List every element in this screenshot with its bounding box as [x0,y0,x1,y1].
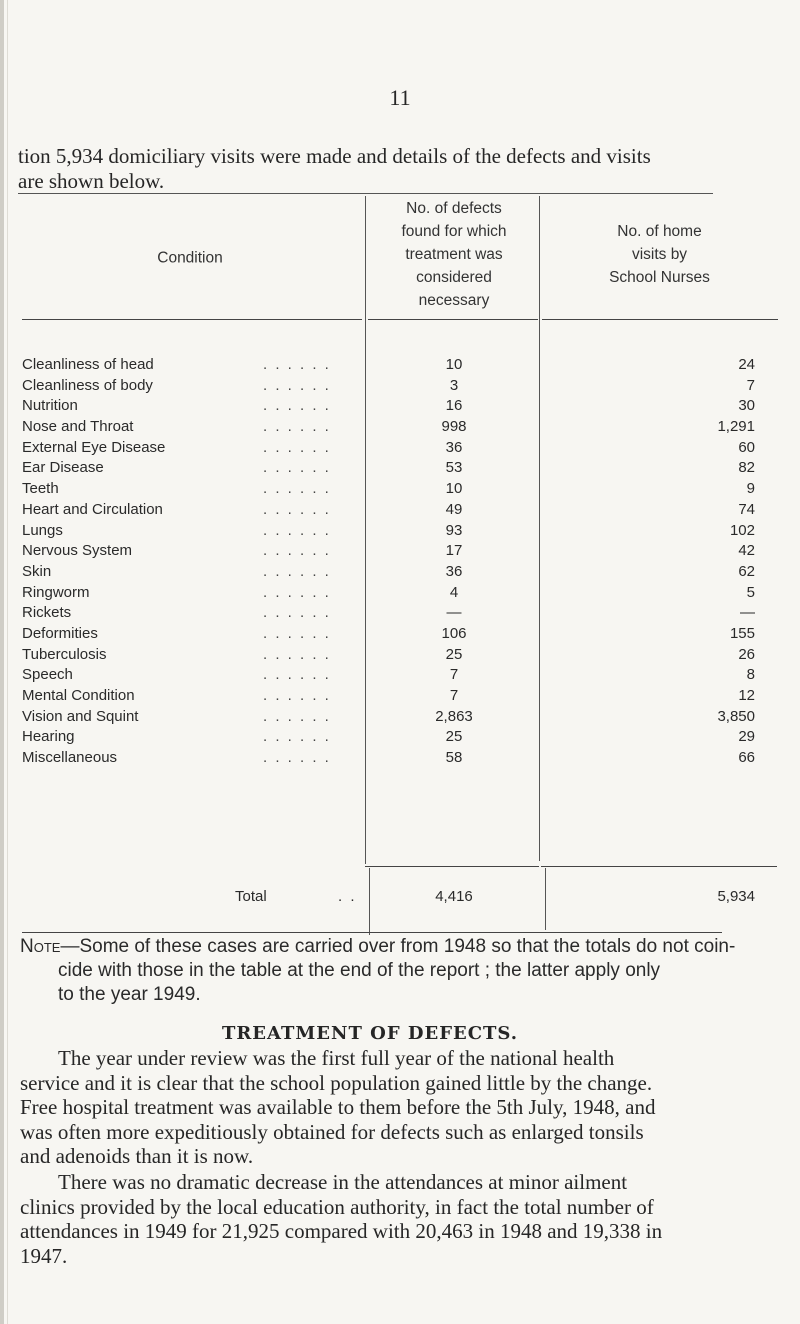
table-row [0,377,800,398]
row-dots: . . . . . . [263,418,331,436]
header-visits [542,220,777,289]
row-visits: 82 [738,459,755,477]
row-visits: 7 [746,376,755,394]
total-defects: 4,416 [435,888,473,905]
row-dots: . . . . . . [263,583,331,601]
row-visits: 5 [746,583,755,601]
row-dots: . . . . . . [263,438,331,456]
row-defects: 25 [445,728,463,746]
row-condition: Miscellaneous [22,749,118,767]
table-row [0,418,800,439]
para1-line: was often more expeditiously obtained for defects such as enlarged tonsils [20,1119,644,1144]
row-condition: Nose and Throat [22,418,134,436]
row-condition: Heart and Circulation [22,500,163,518]
row-dots: . . . . . . [263,728,331,746]
row-visits: 12 [738,687,755,704]
row-dots: . . . . . . [263,562,331,580]
table-row [0,604,800,625]
header-visits-line: No. of home [617,223,702,240]
row-condition: Speech [22,666,73,684]
total-label: Total [235,888,267,905]
row-visits: 30 [738,397,755,415]
total-dots: . . [338,888,357,905]
row-condition: Cleanliness of head [22,356,154,373]
para2-line: clinics provided by the local education authority, in fact the total number of [20,1194,654,1219]
intro-line-1: tion 5,934 domiciliary visits were made and details of the defects and visits [18,144,651,168]
header-defects [368,197,540,312]
note-line-1 [20,935,790,959]
table-row [0,563,800,584]
para1-line: The year under review was the first full year of the national health [58,1046,615,1070]
row-condition: Ringworm [22,583,90,601]
table-row [0,687,800,708]
row-condition: Deformities [22,624,98,642]
table-row [0,501,800,522]
row-dots: . . . . . . [263,459,331,477]
row-condition: Teeth [22,480,59,498]
row-defects: 58 [445,749,463,767]
table-row [0,646,800,667]
total-visits: 5,934 [717,888,755,905]
table-row [0,542,800,563]
row-condition: Rickets [22,604,72,622]
row-visits: 102 [729,521,755,539]
note-line-2: cide with those in the table at the end of the report ; the latter apply only [58,960,661,981]
para1-line: and adenoids than it is now. [20,1144,254,1168]
row-defects: 106 [441,624,467,642]
paragraph-1 [20,1046,790,1169]
row-dots: . . . . . . [263,707,331,725]
table-row [0,584,800,605]
header-rule-left [22,319,362,320]
para1-line: service and it is clear that the school population gained little by the change. [20,1070,653,1095]
row-defects: 7 [449,666,459,684]
row-defects: 93 [445,521,463,539]
row-visits: 155 [729,624,755,642]
row-visits: 9 [746,480,755,498]
row-dots: . . . . . . [263,521,331,539]
header-defects-line: treatment was [405,246,503,263]
row-visits: — [740,604,755,622]
table-row [0,625,800,646]
row-condition: Skin [22,562,52,580]
table-row [0,356,800,377]
row-defects: 49 [445,500,463,518]
header-visits-line: School Nurses [609,269,710,286]
row-defects: 16 [445,397,463,415]
table-row [0,666,800,687]
row-defects: 10 [445,480,463,498]
row-condition: Mental Condition [22,687,135,704]
intro-underline [18,193,713,194]
note-text-1: —Some of these cases are carried over from 1948 so that the totals do not coin- [60,936,736,957]
row-condition: External Eye Disease [22,438,166,456]
intro-text [18,144,788,194]
para1-line: Free hospital treatment was available to them before the 5th July, 1948, and [20,1095,656,1119]
table-row [0,728,800,749]
row-defects: 10 [445,356,463,373]
table-row [0,480,800,501]
row-visits: 66 [738,749,755,767]
table-row [0,459,800,480]
table-row [0,749,800,770]
row-defects: 4 [449,583,459,601]
row-defects: 36 [445,438,463,456]
row-defects: 2,863 [435,707,473,725]
total-rule-right [541,866,777,867]
row-visits: 62 [738,562,755,580]
row-visits: 60 [738,438,755,456]
table-bottom-rule [22,932,722,933]
row-defects: 36 [445,562,463,580]
row-dots: . . . . . . [263,666,331,684]
header-defects-line: No. of defects [406,200,502,217]
page-number: 11 [389,85,411,110]
row-visits: 42 [738,542,755,560]
table-row [0,397,800,418]
row-visits: 74 [738,500,755,518]
table-body [0,356,800,770]
row-dots: . . . . . . [263,687,331,704]
header-visits-line: visits by [631,246,688,263]
row-defects: 53 [445,459,463,477]
para2-line: attendances in 1949 for 21,925 compared with 20,463 in 1948 and 19,338 in [20,1219,663,1243]
row-defects: 998 [441,418,467,436]
row-condition: Hearing [22,728,75,746]
para2-line: There was no dramatic decrease in the attendances at minor ailment [58,1170,628,1194]
row-dots: . . . . . . [263,749,331,767]
row-visits: 1,291 [717,418,755,436]
table-row [0,439,800,460]
header-defects-line: found for which [401,223,507,240]
paragraph-2 [20,1170,790,1268]
row-condition: Vision and Squint [22,707,139,725]
section-heading: TREATMENT OF DEFECTS. [221,1023,519,1044]
header-condition: Condition [157,249,223,267]
row-defects: 7 [449,687,459,704]
row-condition: Lungs [22,521,63,539]
row-visits: 29 [738,728,755,746]
row-dots: . . . . . . [263,542,331,560]
row-visits: 3,850 [717,707,755,725]
row-dots: . . . . . . [263,624,331,642]
row-dots: . . . . . . [263,645,331,663]
row-visits: 26 [738,645,755,663]
intro-line-2: are shown below. [18,169,165,193]
row-defects: 17 [445,542,463,560]
row-condition: Tuberculosis [22,645,107,663]
table-note [20,935,790,1007]
row-defects: — [446,604,462,622]
row-dots: . . . . . . [263,480,331,498]
row-condition: Ear Disease [22,459,104,477]
row-condition: Nutrition [22,397,78,415]
header-defects-line: considered [416,269,492,286]
header-rule-right [542,319,778,320]
row-condition: Cleanliness of body [22,376,153,394]
row-dots: . . . . . . [263,356,331,373]
row-dots: . . . . . . [263,376,331,394]
total-rule-mid [365,866,539,867]
header-defects-line: necessary [418,292,490,309]
note-label: Note [20,936,61,957]
row-defects: 25 [445,645,463,663]
row-visits: 8 [746,666,755,684]
note-line-3: to the year 1949. [58,984,201,1005]
row-dots: . . . . . . [263,397,331,415]
row-defects: 3 [449,376,459,394]
para2-line: 1947. [20,1243,68,1268]
row-dots: . . . . . . [263,500,331,518]
row-condition: Nervous System [22,542,133,560]
table-row [0,708,800,729]
row-visits: 24 [738,356,755,373]
table-row [0,522,800,543]
header-rule-mid [368,319,538,320]
row-dots: . . . . . . [263,604,331,622]
